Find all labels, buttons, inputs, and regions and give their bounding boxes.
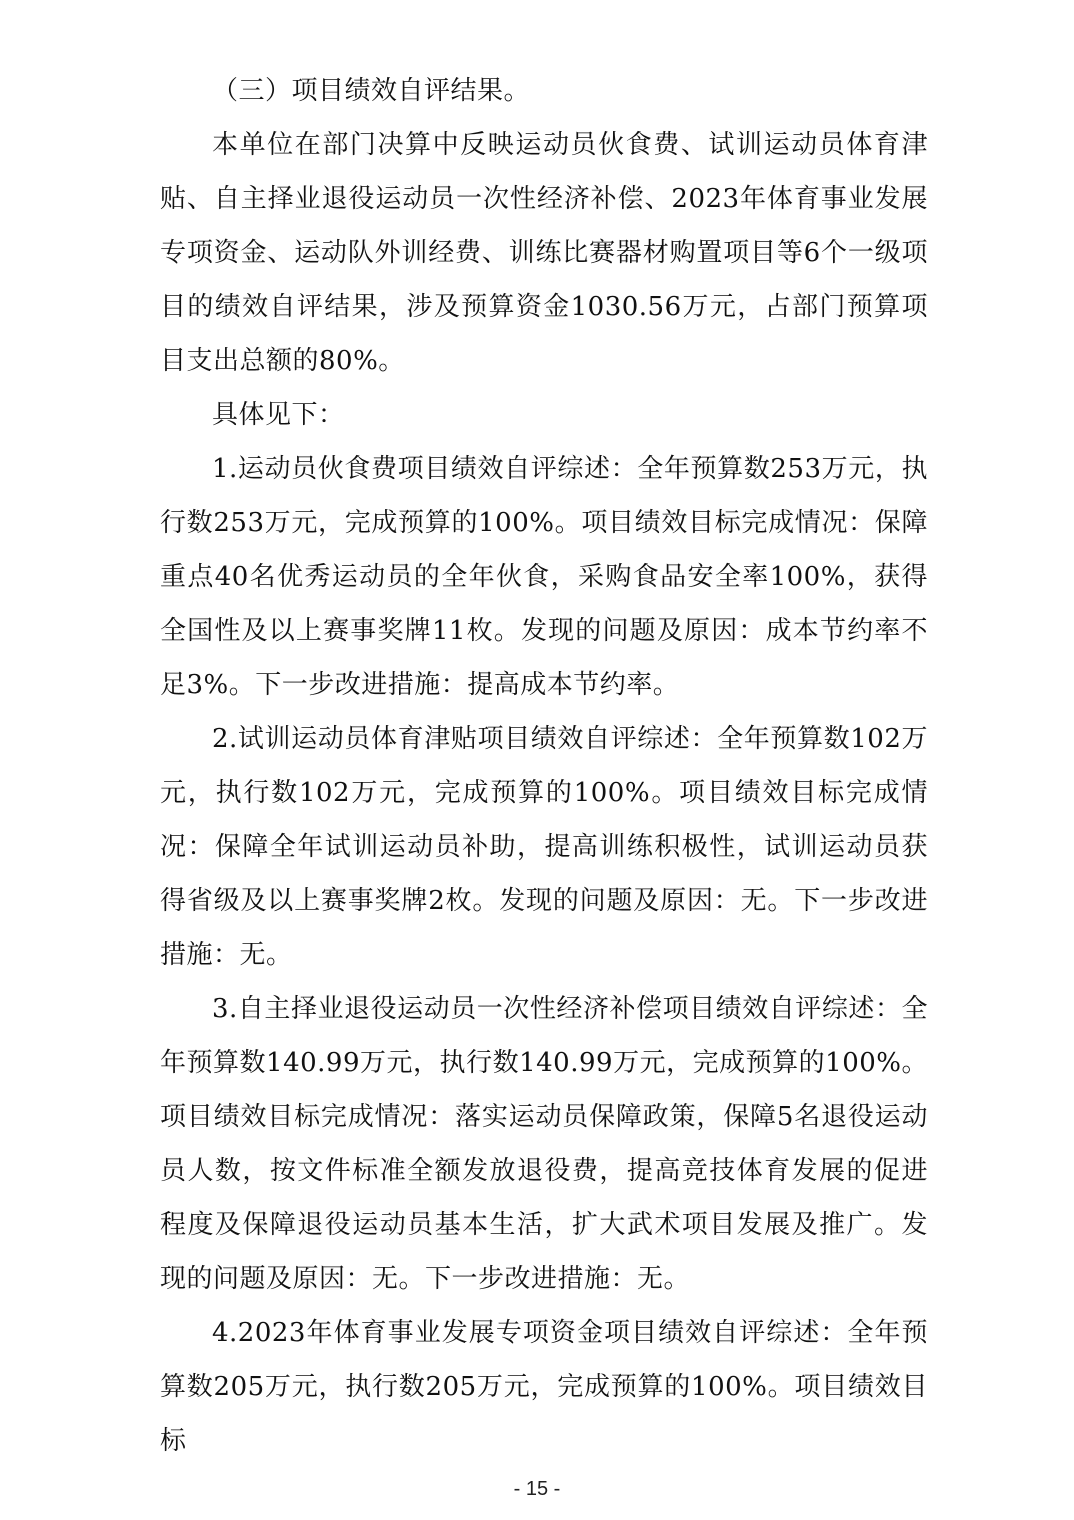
paragraph-item-1: 1.运动员伙食费项目绩效自评综述：全年预算数253万元，执行数253万元，完成预算的100%。项目绩效目标完成情况：保障重点40名优秀运动员的全年伙食，采购食品安全率100%，获得全国性及以上赛事奖牌11枚。发现的问题及原因：成本节约率不足3%。下一步改进措施：提高成本节约率。 bbox=[160, 454, 928, 700]
document-body bbox=[160, 64, 928, 1468]
page-number: - 15 - bbox=[513, 1478, 561, 1500]
paragraph-intro: 具体见下： bbox=[212, 400, 345, 430]
section-heading: （三）项目绩效自评结果。 bbox=[212, 76, 531, 106]
paragraph-summary: 本单位在部门决算中反映运动员伙食费、试训运动员体育津贴、自主择业退役运动员一次性经济补偿、2023年体育事业发展专项资金、运动队外训经费、训练比赛器材购置项目等6个一级项目的绩效自评结果，涉及预算资金1030.56万元，占部门预算项目支出总额的80%。 bbox=[160, 130, 928, 376]
paragraph-item-3: 3.自主择业退役运动员一次性经济补偿项目绩效自评综述：全年预算数140.99万元，执行数140.99万元，完成预算的100%。项目绩效目标完成情况：落实运动员保障政策，保障5名退役运动员人数，按文件标准全额发放退役费，提高竞技体育发展的促进程度及保障退役运动员基本生活，扩大武术项目发展及推广。发现的问题及原因：无。下一步改进措施：无。 bbox=[160, 994, 928, 1294]
paragraph-item-4: 4.2023年体育事业发展专项资金项目绩效自评综述：全年预算数205万元，执行数205万元，完成预算的100%。项目绩效目标 bbox=[160, 1318, 928, 1456]
paragraph-item-2: 2.试训运动员体育津贴项目绩效自评综述：全年预算数102万元，执行数102万元，完成预算的100%。项目绩效目标完成情况：保障全年试训运动员补助，提高训练积极性，试训运动员获得省级及以上赛事奖牌2枚。发现的问题及原因：无。下一步改进措施：无。 bbox=[160, 724, 928, 970]
